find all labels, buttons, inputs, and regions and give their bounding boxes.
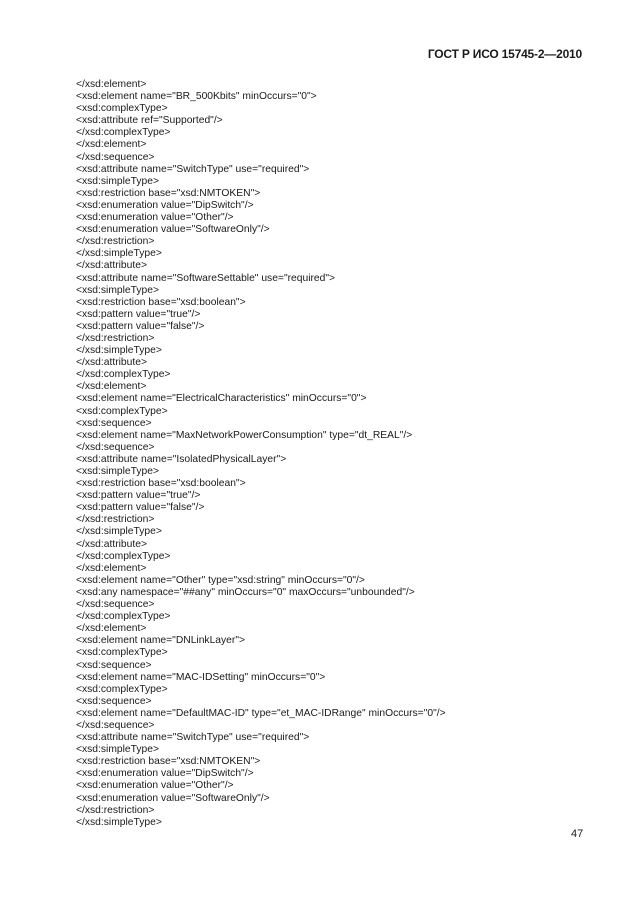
code-line: </xsd:restriction> — [76, 514, 155, 526]
code-line: <xsd:element name="DefaultMAC-ID" type="et_MAC-IDRange" minOccurs="0"/> — [76, 707, 446, 719]
xsd-code-listing — [76, 79, 446, 829]
code-line: </xsd:element> — [76, 381, 147, 393]
code-line: <xsd:sequence> — [76, 695, 152, 707]
code-line: <xsd:enumeration value="DipSwitch"/> — [76, 199, 254, 211]
code-line: <xsd:complexType> — [76, 103, 168, 115]
code-line: </xsd:sequence> — [76, 151, 155, 163]
document-header-standard: ГОСТ Р ИСО 15745-2—2010 — [427, 47, 582, 61]
code-line: </xsd:element> — [76, 562, 147, 574]
code-line: </xsd:element> — [76, 79, 147, 90]
code-line: </xsd:sequence> — [76, 599, 155, 611]
code-line: <xsd:attribute name="SoftwareSettable" use="required"> — [76, 272, 336, 284]
code-line: </xsd:complexType> — [76, 550, 171, 562]
code-line: <xsd:simpleType> — [76, 284, 159, 296]
code-line: </xsd:sequence> — [76, 719, 155, 731]
code-line: <xsd:restriction base="xsd:boolean"> — [76, 478, 246, 490]
code-line: <xsd:enumeration value="Other"/> — [76, 780, 234, 792]
code-line: <xsd:element name="MAC-IDSetting" minOccurs="0"> — [76, 671, 326, 683]
code-line: <xsd:pattern value="true"/> — [76, 308, 201, 320]
code-line: <xsd:complexType> — [76, 647, 168, 659]
code-line: </xsd:sequence> — [76, 441, 155, 453]
code-line: <xsd:attribute ref="Supported"/> — [76, 115, 223, 127]
code-line: </xsd:complexType> — [76, 127, 171, 139]
code-line: <xsd:element name="MaxNetworkPowerConsumption" type="dt_REAL"/> — [76, 429, 413, 441]
code-line: </xsd:attribute> — [76, 260, 147, 272]
code-line: <xsd:restriction base="xsd:NMTOKEN"> — [76, 756, 261, 768]
code-line: </xsd:complexType> — [76, 611, 171, 623]
code-line: <xsd:simpleType> — [76, 466, 159, 477]
code-line: </xsd:simpleType> — [76, 345, 162, 357]
code-line: </xsd:restriction> — [76, 236, 155, 248]
code-line: <xsd:simpleType> — [76, 744, 159, 756]
code-line: </xsd:simpleType> — [76, 816, 162, 828]
code-line: </xsd:complexType> — [76, 369, 171, 381]
code-line: </xsd:restriction> — [76, 332, 155, 344]
code-line: <xsd:simpleType> — [76, 175, 159, 187]
code-line: <xsd:pattern value="false"/> — [76, 502, 205, 514]
code-line: <xsd:enumeration value="SoftwareOnly"/> — [76, 792, 270, 804]
code-line: <xsd:attribute name="SwitchType" use="required"> — [76, 163, 310, 175]
code-line: </xsd:simpleType> — [76, 526, 162, 538]
code-line: <xsd:attribute name="SwitchType" use="required"> — [76, 732, 310, 744]
code-line: </xsd:restriction> — [76, 804, 155, 816]
code-line: <xsd:restriction base="xsd:NMTOKEN"> — [76, 187, 261, 199]
code-line: <xsd:complexType> — [76, 683, 168, 695]
code-line: <xsd:enumeration value="DipSwitch"/> — [76, 768, 254, 780]
code-line: <xsd:complexType> — [76, 405, 168, 417]
code-line: <xsd:pattern value="false"/> — [76, 320, 205, 332]
code-line: <xsd:sequence> — [76, 417, 152, 429]
code-line: </xsd:element> — [76, 139, 147, 151]
code-line: <xsd:element name="Other" type="xsd:string" minOccurs="0"/> — [76, 574, 365, 586]
code-line: </xsd:attribute> — [76, 357, 147, 369]
code-line: </xsd:attribute> — [76, 538, 147, 550]
code-line: <xsd:enumeration value="SoftwareOnly"/> — [76, 224, 270, 236]
code-line: <xsd:sequence> — [76, 659, 152, 671]
code-line: <xsd:element name="BR_500Kbits" minOccurs="0"> — [76, 91, 317, 103]
code-line: </xsd:element> — [76, 623, 147, 635]
code-line: <xsd:pattern value="true"/> — [76, 490, 201, 502]
code-line: <xsd:enumeration value="Other"/> — [76, 212, 234, 224]
code-line: <xsd:any namespace="##any" minOccurs="0" maxOccurs="unbounded"/> — [76, 586, 415, 598]
code-line: </xsd:simpleType> — [76, 248, 162, 260]
page-number: 47 — [571, 828, 584, 840]
code-line: <xsd:attribute name="IsolatedPhysicalLayer"> — [76, 453, 287, 465]
code-line: <xsd:restriction base="xsd:boolean"> — [76, 296, 246, 308]
code-line: <xsd:element name="ElectricalCharacteristics" minOccurs="0"> — [76, 393, 367, 405]
code-line: <xsd:element name="DNLinkLayer"> — [76, 635, 246, 647]
